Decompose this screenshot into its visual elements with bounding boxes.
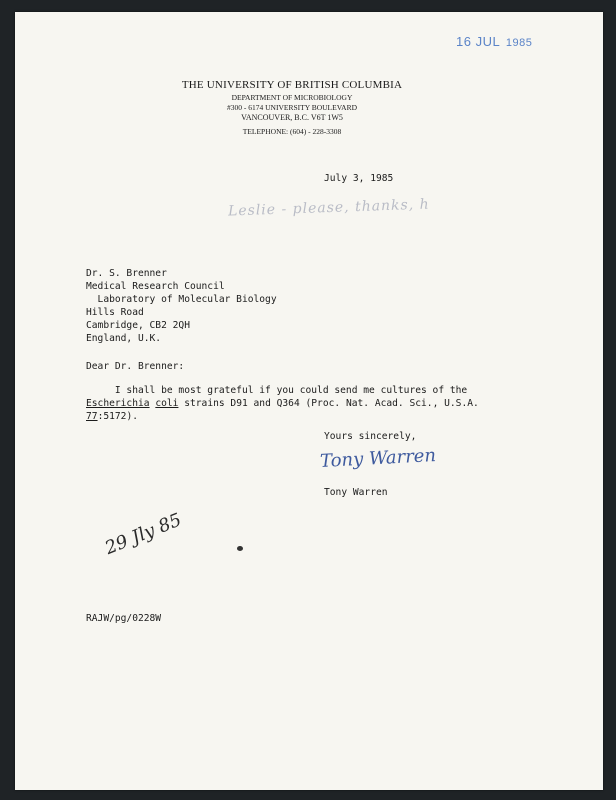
handwritten-date: 29 Jly 85 xyxy=(102,509,185,559)
stamp-day-month: 16 JUL xyxy=(456,34,500,49)
signer-name: Tony Warren xyxy=(324,487,388,498)
stamp-year: 1985 xyxy=(505,37,533,49)
letterhead-street: #300 - 6174 UNIVERSITY BOULEVARD xyxy=(227,103,357,112)
recipient-line: Hills Road xyxy=(86,307,144,318)
reference-code: RAJW/pg/0228W xyxy=(86,613,162,624)
closing: Yours sincerely, xyxy=(324,431,417,442)
volume-text: 77 xyxy=(86,411,98,422)
recipient-line: England, U.K. xyxy=(86,333,162,344)
body-line-1: I shall be most grateful if you could send me cultures of the xyxy=(86,385,468,396)
salutation: Dear Dr. Brenner: xyxy=(86,361,185,372)
letterhead-university: THE UNIVERSITY OF BRITISH COLUMBIA xyxy=(181,79,403,91)
body-line-3 xyxy=(86,410,138,423)
letter-date: July 3, 1985 xyxy=(324,173,394,184)
handwritten-note: Leslie - please, thanks, h xyxy=(227,196,430,220)
ink-speck xyxy=(237,546,243,551)
body-line-2 xyxy=(86,397,479,410)
recipient-line: Medical Research Council xyxy=(86,281,225,292)
species-text: coli xyxy=(155,398,179,409)
letterhead-department: DEPARTMENT OF MICROBIOLOGY xyxy=(231,93,353,102)
letterhead-telephone: TELEPHONE: (604) - 228-3308 xyxy=(242,127,342,136)
received-date-stamp xyxy=(456,34,532,49)
recipient-line: Laboratory of Molecular Biology xyxy=(86,294,277,305)
body-line-3-rest: :5172). xyxy=(97,411,138,422)
handwritten-signature: Tony Warren xyxy=(319,444,437,473)
genus-text: Escherichia xyxy=(86,398,150,409)
letterhead-city: VANCOUVER, B.C. V6T 1W5 xyxy=(241,113,343,122)
recipient-line: Dr. S. Brenner xyxy=(86,268,167,279)
recipient-line: Cambridge, CB2 2QH xyxy=(86,320,190,331)
body-line-2-rest: strains D91 and Q364 (Proc. Nat. Acad. Sci., U.S.A. xyxy=(178,398,479,409)
